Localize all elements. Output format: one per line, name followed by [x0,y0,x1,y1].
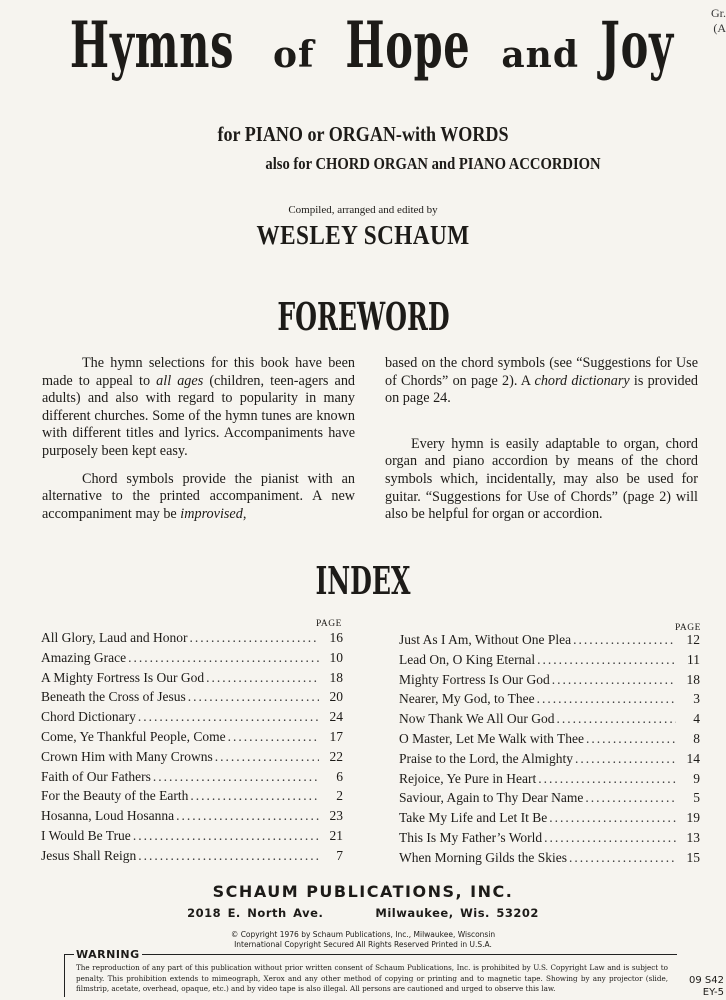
index-entry-title: O Master, Let Me Walk with Thee [399,731,584,746]
index-entry-leader [138,707,319,727]
copyright-notice [0,930,726,950]
index-entry-title: Rejoice, Ye Pure in Heart [399,770,537,786]
index-entry-page: 9 [693,770,700,786]
corner-bottom-right-line2: EY-5 [702,987,724,998]
index-entry [41,806,343,826]
index-entry-title: This Is My Father’s World [399,830,543,845]
index-entry-title: A Mighty Fortress Is Our God [41,669,205,685]
index-entry [399,788,700,808]
index-entry [41,668,343,688]
foreword-left-column [42,355,355,523]
foreword-paragraph-3 [385,355,698,408]
foreword-right-column [385,355,698,524]
index-entry-page: 18 [686,671,700,687]
index-entry-leader [586,729,676,749]
index-entry [399,808,700,828]
index-entry-title: Crown Him with Many Crowns [41,748,213,764]
foreword-p1-text-a: The hymn selections for this book have been made to appeal to [42,355,355,389]
index-entry [399,828,700,848]
book-title [0,8,726,83]
corner-bottom-right [689,975,724,999]
index-entry-title: Beneath the Cross of Jesus [41,689,186,705]
foreword-heading [0,294,726,339]
index-entry-leader [133,826,319,846]
title-word-of: of [272,34,315,76]
index-entry-leader [557,709,676,729]
index-entry-title: All Glory, Laud and Honor [41,630,188,645]
index-entry-title: Praise to the Lord, the Almighty [399,750,573,766]
index-entry-title: Just As I Am, Without One Plea [399,632,572,647]
index-entry [399,709,700,729]
index-entry-leader [138,846,319,866]
index-entry-title: Come, Ye Thankful People, Come [41,729,226,744]
index-heading [0,558,726,603]
foreword-p1-emphasis: all ages [156,372,204,389]
index-entry-title: Nearer, My God, to Thee [399,691,535,707]
foreword-paragraph-1 [42,355,355,461]
copyright-line-2: International Copyright Secured All Rights Reserved Printed in U.S.A. [234,940,492,949]
index-entry-leader [537,689,676,709]
index-entry-page: 24 [329,709,343,725]
foreword-p3-emphasis: chord dictionary [534,372,630,389]
index-entry-page: 2 [336,788,343,804]
index-entry-page: 19 [686,810,700,826]
index-entry [41,707,343,727]
index-entry-page: 10 [329,649,343,665]
index-entry-title: Hosanna, Loud Hosanna [41,808,175,824]
index-entry-title: Mighty Fortress Is Our God [399,671,550,687]
index-entry [399,689,700,709]
foreword-p2-text-a: Chord symbols provide the pianist with an alternative to the printed accompaniment. A new accompaniment may be [42,470,355,522]
index-entry-page: 3 [693,691,700,707]
index-entry-page: 23 [329,808,343,824]
index-entry-page: 13 [686,830,700,845]
index-entry [399,769,700,789]
publisher-name: SCHAUM PUBLICATIONS, INC. [212,882,514,901]
index-entry-title: Jesus Shall Reign [41,847,137,863]
index-entry-leader [228,727,319,747]
index-entry [41,786,343,806]
index-entry-leader [569,848,676,868]
index-entry-title: Saviour, Again to Thy Dear Name [399,790,584,806]
compiled-label: Compiled, arranged and edited by [288,204,438,216]
warning-title: WARNING [76,948,140,961]
index-heading-text: INDEX [315,558,411,603]
index-entry-title: Chord Dictionary [41,709,136,725]
index-entry-leader [215,747,319,767]
index-entry-leader [552,670,676,690]
index-entry-title: Faith of Our Fathers [41,768,151,784]
index-entry-page: 14 [686,750,700,766]
index-entry-page: 15 [686,849,700,865]
foreword-heading-text: FOREWORD [276,294,450,339]
index-entry-title: For the Beauty of the Earth [41,788,189,804]
index-entry-leader [128,648,319,668]
index-entry-page: 8 [693,731,700,746]
corner-top-right-line2: (A [713,21,726,35]
subtitle-main: for PIANO or ORGAN-with WORDS [217,122,509,146]
index-entry-title: Take My Life and Let It Be [399,810,548,826]
index-entry [41,846,343,866]
index-entry-page: 11 [687,651,700,667]
index-entry-leader [176,806,319,826]
author-name: WESLEY SCHAUM [256,220,470,250]
index-entry [399,650,700,670]
index-entry-leader [575,749,676,769]
foreword-paragraph-2 [42,471,355,524]
index-entry-page: 17 [329,729,343,744]
index-entry [41,767,343,787]
title-word-joy: Joy [599,8,674,83]
corner-top-right-line1: Gr. [711,6,726,20]
index-entry [41,687,343,707]
publisher-street: 2018 E. North Ave. [187,906,324,920]
corner-top-right [711,6,726,36]
index-right-page-label: PAGE [675,623,701,633]
index-entry [399,848,700,868]
foreword-p2-text-c: , [242,505,247,522]
title-word-hymns: Hymns [70,8,235,83]
index-entry-page: 22 [329,748,343,764]
corner-bottom-right-line1: 09 S42 [689,975,724,986]
index-entry-page: 12 [686,632,700,647]
warning-text: The reproduction of any part of this publication without prior written consent of Schaum Publications, Inc. is prohibited by U.S. Copyright Law and is subject to penalty. This prohibition extends to mimeograph, Xerox and any other method of copying or printing and to magnetic tape. Showing by any projector (slide, filmstrip, acetate, overhead, opaque, etc.) and by video tape is also illegal. All persons are cautioned and urged to observe this law. [76,963,668,993]
index-entry-leader [573,630,676,650]
foreword-p3-text-a: based on the chord symbols (see “Suggestions for Use of Chords” on page 2). A [385,355,698,389]
index-entry-page: 18 [329,669,343,685]
title-word-hope: Hope [345,8,471,83]
index-entry [41,648,343,668]
copyright-line-1: © Copyright 1976 by Schaum Publications, Inc., Milwaukee, Wisconsin [230,930,496,939]
index-entry-title: When Morning Gilds the Skies [399,849,567,865]
index-entry [399,670,700,690]
index-entry-title: Now Thank We All Our God [399,711,555,727]
index-entry-leader [544,828,676,848]
index-entry-page: 4 [693,711,700,727]
index-left-page-label: PAGE [316,619,342,629]
index-entry-leader [206,668,319,688]
index-entry-page: 16 [329,630,343,645]
index-entry-page: 6 [336,768,343,784]
index-entry-page: 7 [336,847,343,863]
index-entry-page: 20 [329,689,343,705]
index-entry-leader [153,767,319,787]
index-entry [41,628,343,648]
index-entry-title: Lead On, O King Eternal [399,651,536,667]
publisher-address [0,906,726,920]
index-entry [41,747,343,767]
subtitle-secondary: also for CHORD ORGAN and PIANO ACCORDION [265,154,601,173]
publisher-city: Milwaukee, Wis. 53202 [375,906,539,920]
index-entry-title: I Would Be True [41,828,131,843]
foreword-p1-text-c: (children, teen-agers and adults) and also with regard to popularity in many different churches. Some of the hymn tunes are known with different titles and lyrics. Accompaniments have purposely been kept easy. [42,372,356,459]
index-entry [399,630,700,650]
index-entry-leader [537,650,676,670]
index-entry [399,749,700,769]
index-entry [41,727,343,747]
index-entry [41,826,343,846]
foreword-p3-text-c: is provided on page 24. [385,372,698,407]
index-entry-page: 21 [329,828,343,843]
index-entry-leader [585,788,676,808]
index-entry-leader [538,769,676,789]
index-entry-leader [188,687,319,707]
index-entry [399,729,700,749]
index-entry-page: 5 [693,790,700,806]
foreword-p2-emphasis: improvised [180,505,243,522]
index-entry-leader [189,628,319,648]
index-entry-title: Amazing Grace [41,649,127,665]
foreword-paragraph-4: Every hymn is easily adaptable to organ, chord organ and piano accordion by means of the chord symbols which, incidentally, may also be used for guitar. “Suggestions for Use of Chords” (page 2) will also be helpful for organ or accordion. [385,435,698,523]
index-entry-leader [190,786,319,806]
title-word-and: and [501,34,579,76]
index-entry-leader [549,808,676,828]
